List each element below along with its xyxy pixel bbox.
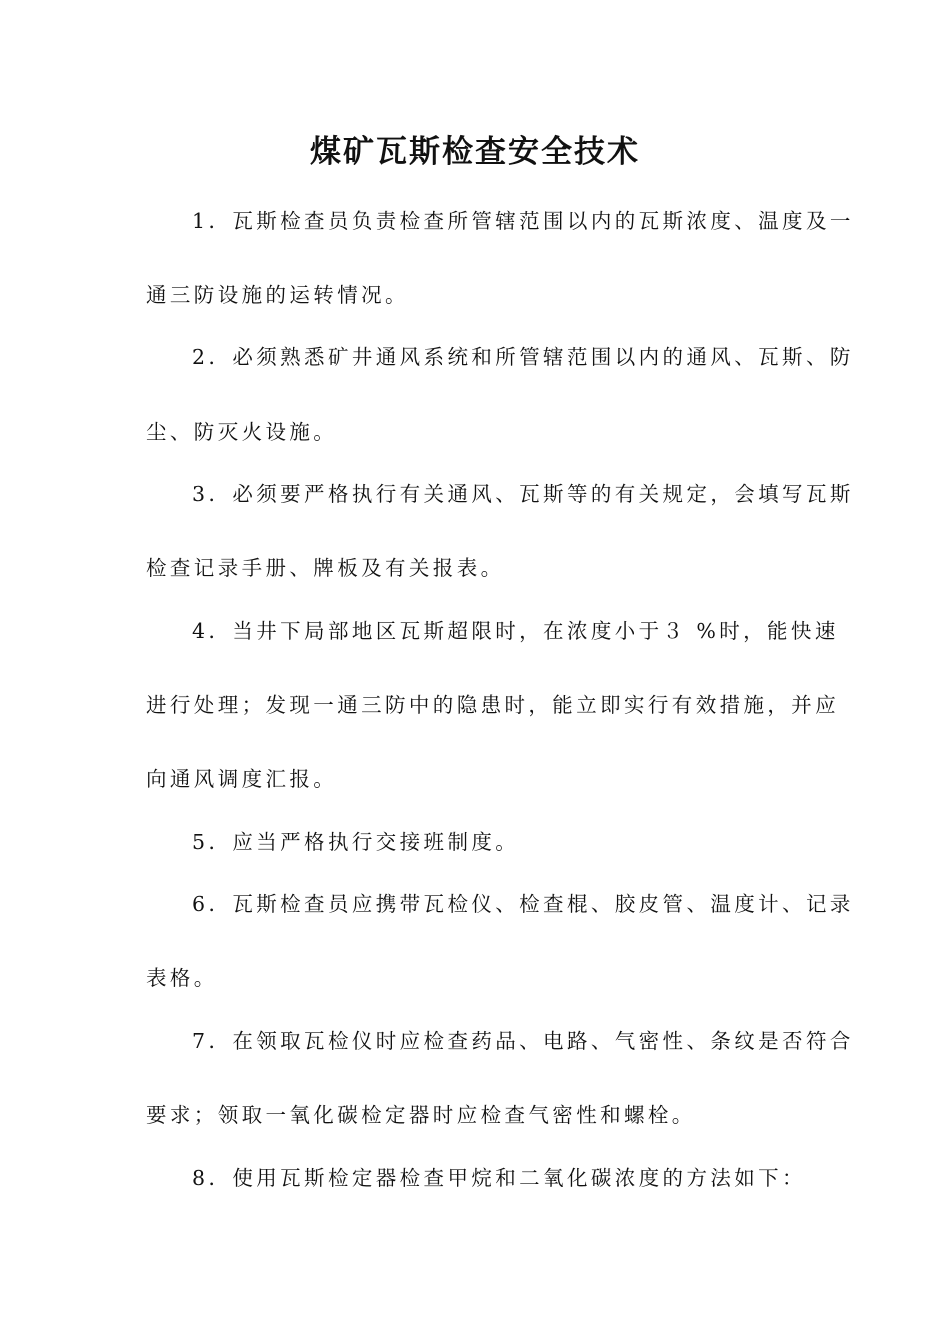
paragraph-6-line-1: 6．瓦斯检查员应携带瓦检仪、检查棍、胶皮管、温度计、记录: [192, 892, 854, 916]
paragraph-4-line-3: 向通风调度汇报。: [146, 767, 338, 791]
paragraph-4-line-2: 进行处理；发现一通三防中的隐患时，能立即实行有效措施，并应: [146, 693, 840, 717]
paragraph-3-line-2: 检查记录手册、牌板及有关报表。: [146, 556, 505, 580]
paragraph-3-line-1: 3．必须要严格执行有关通风、瓦斯等的有关规定，会填写瓦斯: [192, 482, 854, 506]
paragraph-8-line-1: 8．使用瓦斯检定器检查甲烷和二氧化碳浓度的方法如下：: [192, 1166, 806, 1190]
paragraph-7-line-2: 要求；领取一氧化碳检定器时应检查气密性和螺栓。: [146, 1103, 696, 1127]
paragraph-6-line-2: 表格。: [146, 966, 218, 990]
paragraph-1-line-2: 通三防设施的运转情况。: [146, 283, 409, 307]
paragraph-2-line-1: 2．必须熟悉矿井通风系统和所管辖范围以内的通风、瓦斯、防: [192, 345, 854, 369]
paragraph-5-line-1: 5．应当严格执行交接班制度。: [192, 830, 520, 854]
document-title: 煤矿瓦斯检查安全技术: [310, 134, 640, 170]
paragraph-7-line-1: 7．在领取瓦检仪时应检查药品、电路、气密性、条纹是否符合: [192, 1029, 854, 1053]
paragraph-4-line-1: 4．当井下局部地区瓦斯超限时，在浓度小于３ %时，能快速: [192, 619, 839, 643]
paragraph-2-line-2: 尘、防灭火设施。: [146, 420, 338, 444]
paragraph-1-line-1: 1．瓦斯检查员负责检查所管辖范围以内的瓦斯浓度、温度及一: [192, 209, 854, 233]
